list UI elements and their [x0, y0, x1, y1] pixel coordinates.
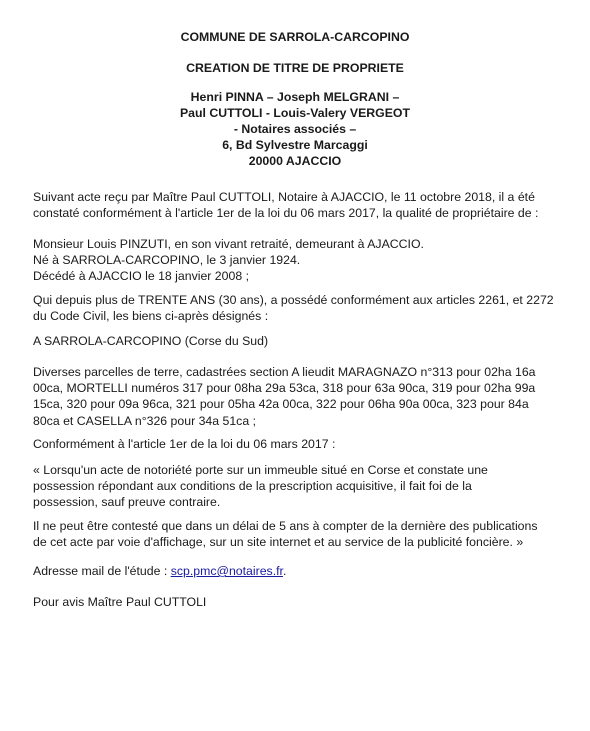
text-line: 00ca, MORTELLI numéros 317 pour 08ha 29a 53ca, 318 pour 63a 90ca, 319 pour 02ha 99a — [33, 381, 536, 396]
email-suffix: . — [282, 564, 287, 578]
text-line: Diverses parcelles de terre, cadastrées section A lieudit MARAGNAZO n°313 pour 02ha 16a — [33, 365, 536, 379]
location-paragraph — [33, 333, 578, 349]
text-line: de cet acte par voie d'affichage, sur un site internet et au service de la publicité foncière. » — [33, 535, 524, 550]
header-commune — [0, 29, 590, 45]
text-line: Conformément à l'article 1er de la loi du 06 mars 2017 : — [33, 437, 336, 451]
header-title — [0, 60, 590, 76]
text-line: constaté conformément à l'article 1er de la loi du 06 mars 2017, la qualité de propriétaire de : — [33, 206, 539, 221]
signature — [33, 594, 578, 610]
address-street: 6, Bd Sylvestre Marcaggi — [222, 138, 368, 152]
text-line: Qui depuis plus de TRENTE ANS (30 ans), a possédé conformément aux articles 2261, et 2272 — [33, 293, 554, 307]
text-line: Né à SARROLA-CARCOPINO, le 3 janvier 1924. — [33, 253, 301, 268]
text-line: Suivant acte reçu par Maître Paul CUTTOLI, Notaire à AJACCIO, le 11 octobre 2018, il a été — [33, 190, 535, 204]
text-line: Il ne peut être contesté que dans un délai de 5 ans à compter de la dernière des publications — [33, 519, 538, 533]
commune-title: COMMUNE DE SARROLA-CARCOPINO — [180, 30, 410, 44]
email-row — [33, 563, 578, 579]
owner-paragraph — [33, 236, 578, 285]
text-line: possession, sauf preuve contraire. — [33, 495, 221, 510]
email-link[interactable]: scp.pmc@notaires.fr — [170, 564, 283, 578]
intro-paragraph — [33, 189, 578, 221]
text-line: du Code Civil, les biens ci-après désignés : — [33, 309, 269, 324]
text-line: « Lorsqu'un acte de notoriété porte sur un immeuble situé en Corse et constate une — [33, 463, 488, 477]
notaries-block — [0, 89, 590, 169]
signature-text: Pour avis Maître Paul CUTTOLI — [33, 595, 207, 609]
email-line — [33, 563, 578, 579]
text-line: possession répondant aux conditions de la prescription acquisitive, il fait foi de la — [33, 479, 472, 494]
document-title: CREATION DE TITRE DE PROPRIETE — [186, 61, 404, 75]
possession-paragraph — [33, 292, 578, 324]
law-reference — [33, 436, 578, 452]
text-line: 80ca et CASELLA n°326 pour 34a 51ca ; — [33, 413, 257, 428]
text-line: 15ca, 320 pour 09a 96ca, 321 pour 05ha 42a 00ca, 322 pour 06ha 90a 00ca, 323 pour 84a — [33, 397, 529, 412]
email-label: Adresse mail de l'étude : — [33, 564, 171, 578]
address-city: 20000 AJACCIO — [248, 154, 342, 168]
notaries-line-1: Henri PINNA – Joseph MELGRANI – — [190, 90, 400, 104]
notaries-line-3: - Notaires associés – — [233, 122, 357, 136]
text-line: Monsieur Louis PINZUTI, en son vivant retraité, demeurant à AJACCIO. — [33, 237, 424, 251]
parcels-paragraph — [33, 364, 578, 429]
quote-paragraph-2 — [33, 518, 578, 550]
quote-paragraph-1 — [33, 462, 578, 511]
text-line: Décédé à AJACCIO le 18 janvier 2008 ; — [33, 269, 249, 284]
notaries-line-2: Paul CUTTOLI - Louis-Valery VERGEOT — [179, 106, 411, 120]
text-line: A SARROLA-CARCOPINO (Corse du Sud) — [33, 334, 269, 348]
